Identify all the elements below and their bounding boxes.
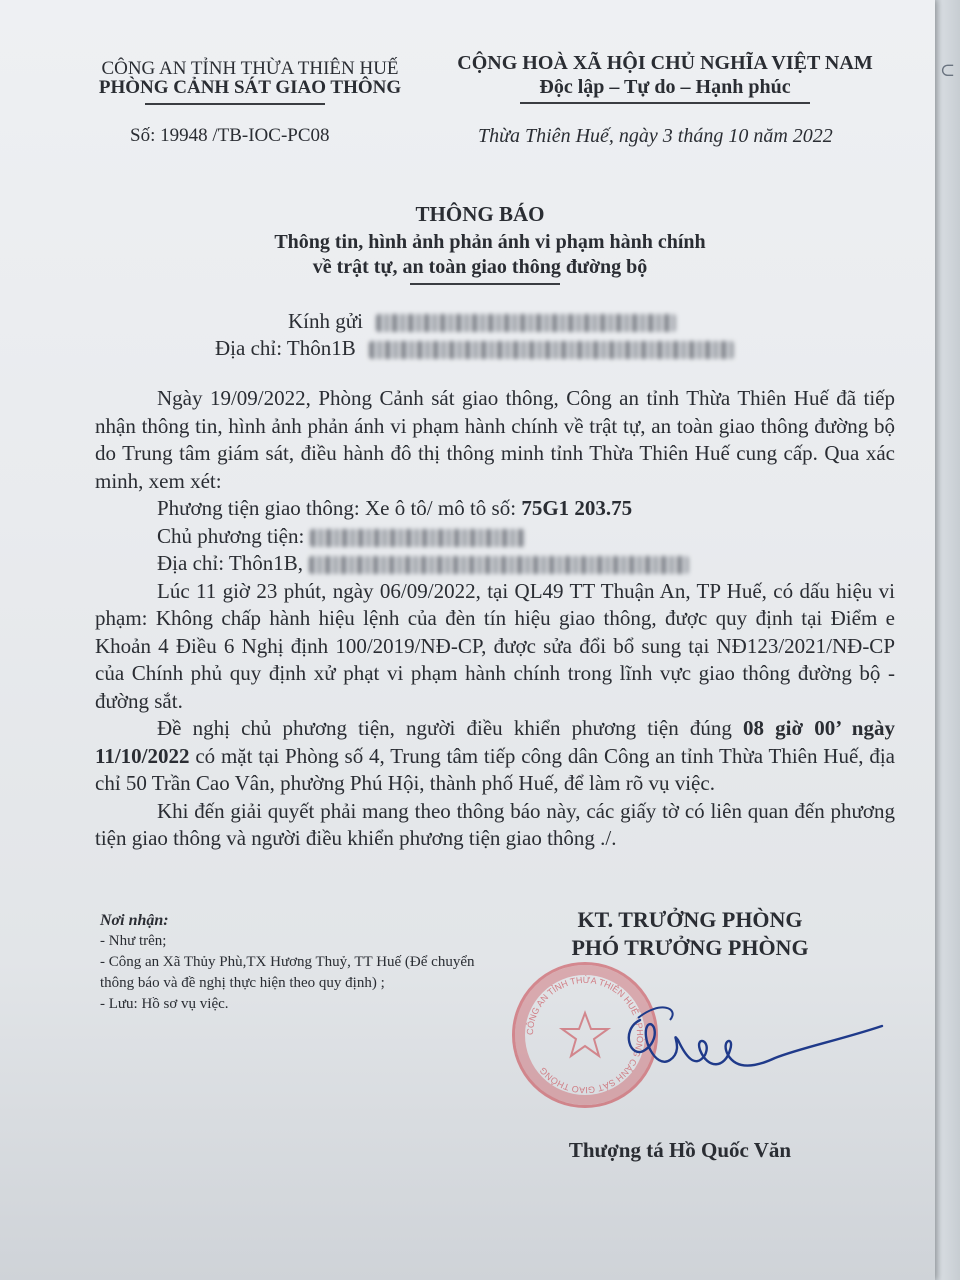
license-plate: 75G1 203.75 bbox=[521, 496, 633, 520]
redacted-owner-address bbox=[309, 556, 689, 574]
doc-subtitle-2: về trật tự, an toàn giao thông đường bộ bbox=[312, 256, 648, 278]
paragraph-closing: Khi đến giải quyết phải mang theo thông báo này, các giấy tờ có liên quan đến phương tiện giao thông và người điều khiển phương tiện giao thông ./. bbox=[95, 798, 895, 850]
place-date: Thừa Thiên Huế, ngày 3 tháng 10 năm 2022 bbox=[478, 125, 833, 147]
receiver-item: - Lưu: Hồ sơ vụ việc. bbox=[100, 996, 229, 1012]
owner-line bbox=[95, 523, 895, 551]
receiver-item: - Công an Xã Thủy Phù,TX Hương Thuỷ, TT Huế (Để chuyển thông báo và đề nghị thực hiện theo quy định) ; bbox=[100, 954, 475, 991]
body-text bbox=[95, 385, 895, 853]
nation-underline bbox=[520, 102, 810, 104]
svg-text:CÔNG AN TỈNH THỪA THIÊN HUẾ ·: CÔNG AN TỈNH THỪA THIÊN HUẾ · PHÒNG CẢNH SÁT GIAO THÔNG bbox=[524, 974, 646, 1096]
signature-title-1: KT. TRƯỞNG PHÒNG bbox=[577, 907, 803, 932]
title-underline bbox=[410, 283, 560, 285]
paragraph-summons bbox=[95, 715, 895, 798]
paragraph-intro: Ngày 19/09/2022, Phòng Cảnh sát giao thông, Công an tỉnh Thừa Thiên Huế đã tiếp nhận thông tin, hình ảnh phản ánh vi phạm hành chính về trật tự, an toàn giao thông đường bộ do Trung tâm giám sát, điều hành đô thị thông minh tỉnh Thừa Thiên Huế cung cấp. Qua xác minh, xem xét: bbox=[95, 386, 895, 493]
recipient-address-line bbox=[215, 336, 734, 361]
agency-line2: PHÒNG CẢNH SÁT GIAO THÔNG bbox=[98, 77, 402, 98]
receiver-item: - Như trên; bbox=[100, 933, 167, 949]
owner-address-label: Địa chỉ: Thôn1B, bbox=[157, 551, 304, 575]
edge-glyph: ⊂ bbox=[940, 60, 956, 80]
signer-name: Thượng tá Hồ Quốc Văn bbox=[568, 1138, 792, 1162]
vehicle-label: Phương tiện giao thông: Xe ô tô/ mô tô số: bbox=[157, 496, 522, 520]
doc-number: Số: 19948 /TB-IOC-PC08 bbox=[130, 125, 330, 146]
redacted-name bbox=[376, 314, 676, 332]
redacted-address bbox=[369, 341, 734, 359]
owner-label: Chủ phương tiện: bbox=[157, 523, 305, 548]
recipient-label: Kính gửi bbox=[288, 309, 363, 333]
recipient-address-label: Địa chỉ: Thôn1B bbox=[215, 336, 356, 360]
recipient-line bbox=[288, 309, 676, 334]
signature-title-2: PHÓ TRƯỞNG PHÒNG bbox=[571, 935, 809, 960]
signature-scribble bbox=[600, 990, 890, 1100]
redacted-owner bbox=[310, 529, 525, 547]
receivers-block bbox=[100, 910, 490, 1015]
doc-subtitle-1: Thông tin, hình ảnh phản ánh vi phạm hành chính bbox=[274, 231, 706, 253]
doc-title: THÔNG BÁO bbox=[415, 202, 545, 226]
receivers-heading: Nơi nhận: bbox=[100, 912, 169, 929]
owner-address-line bbox=[95, 550, 895, 578]
paragraph-violation: Lúc 11 giờ 23 phút, ngày 06/09/2022, tại QL49 TT Thuận An, TP Huế, có dấu hiệu vi phạm: Không chấp hành hiệu lệnh của đèn tín hiệu giao thông, được quy định tại Điểm e Khoản 4 Điều 6 Nghị định 100/2019/NĐ-CP, được sửa đổi bổ sung tại NĐ123/2021/NĐ-CP của Chính phủ quy định xử phạt vi phạm hành chính trong lĩnh vực giao thông đường bộ - đường sắt. bbox=[95, 578, 895, 713]
agency-underline bbox=[145, 103, 325, 105]
vehicle-line bbox=[95, 495, 895, 523]
nation-line1: CỘNG HOÀ XÃ HỘI CHỦ NGHĨA VIỆT NAM bbox=[457, 52, 873, 74]
agency-line1: CÔNG AN TỈNH THỪA THIÊN HUẾ bbox=[101, 58, 399, 79]
summons-text-a: Đề nghị chủ phương tiện, người điều khiển phương tiện đúng bbox=[157, 716, 743, 740]
nation-line2: Độc lập – Tự do – Hạnh phúc bbox=[539, 76, 791, 98]
summons-text-b: có mặt tại Phòng số 4, Trung tâm tiếp công dân Công an tỉnh Thừa Thiên Huế, địa chỉ 50 Trần Cao Vân, phường Phú Hội, thành phố Huế, để làm rõ vụ việc. bbox=[95, 743, 895, 795]
summons-time: 08 giờ 00’ ngày 11/10/2022 bbox=[95, 716, 895, 768]
